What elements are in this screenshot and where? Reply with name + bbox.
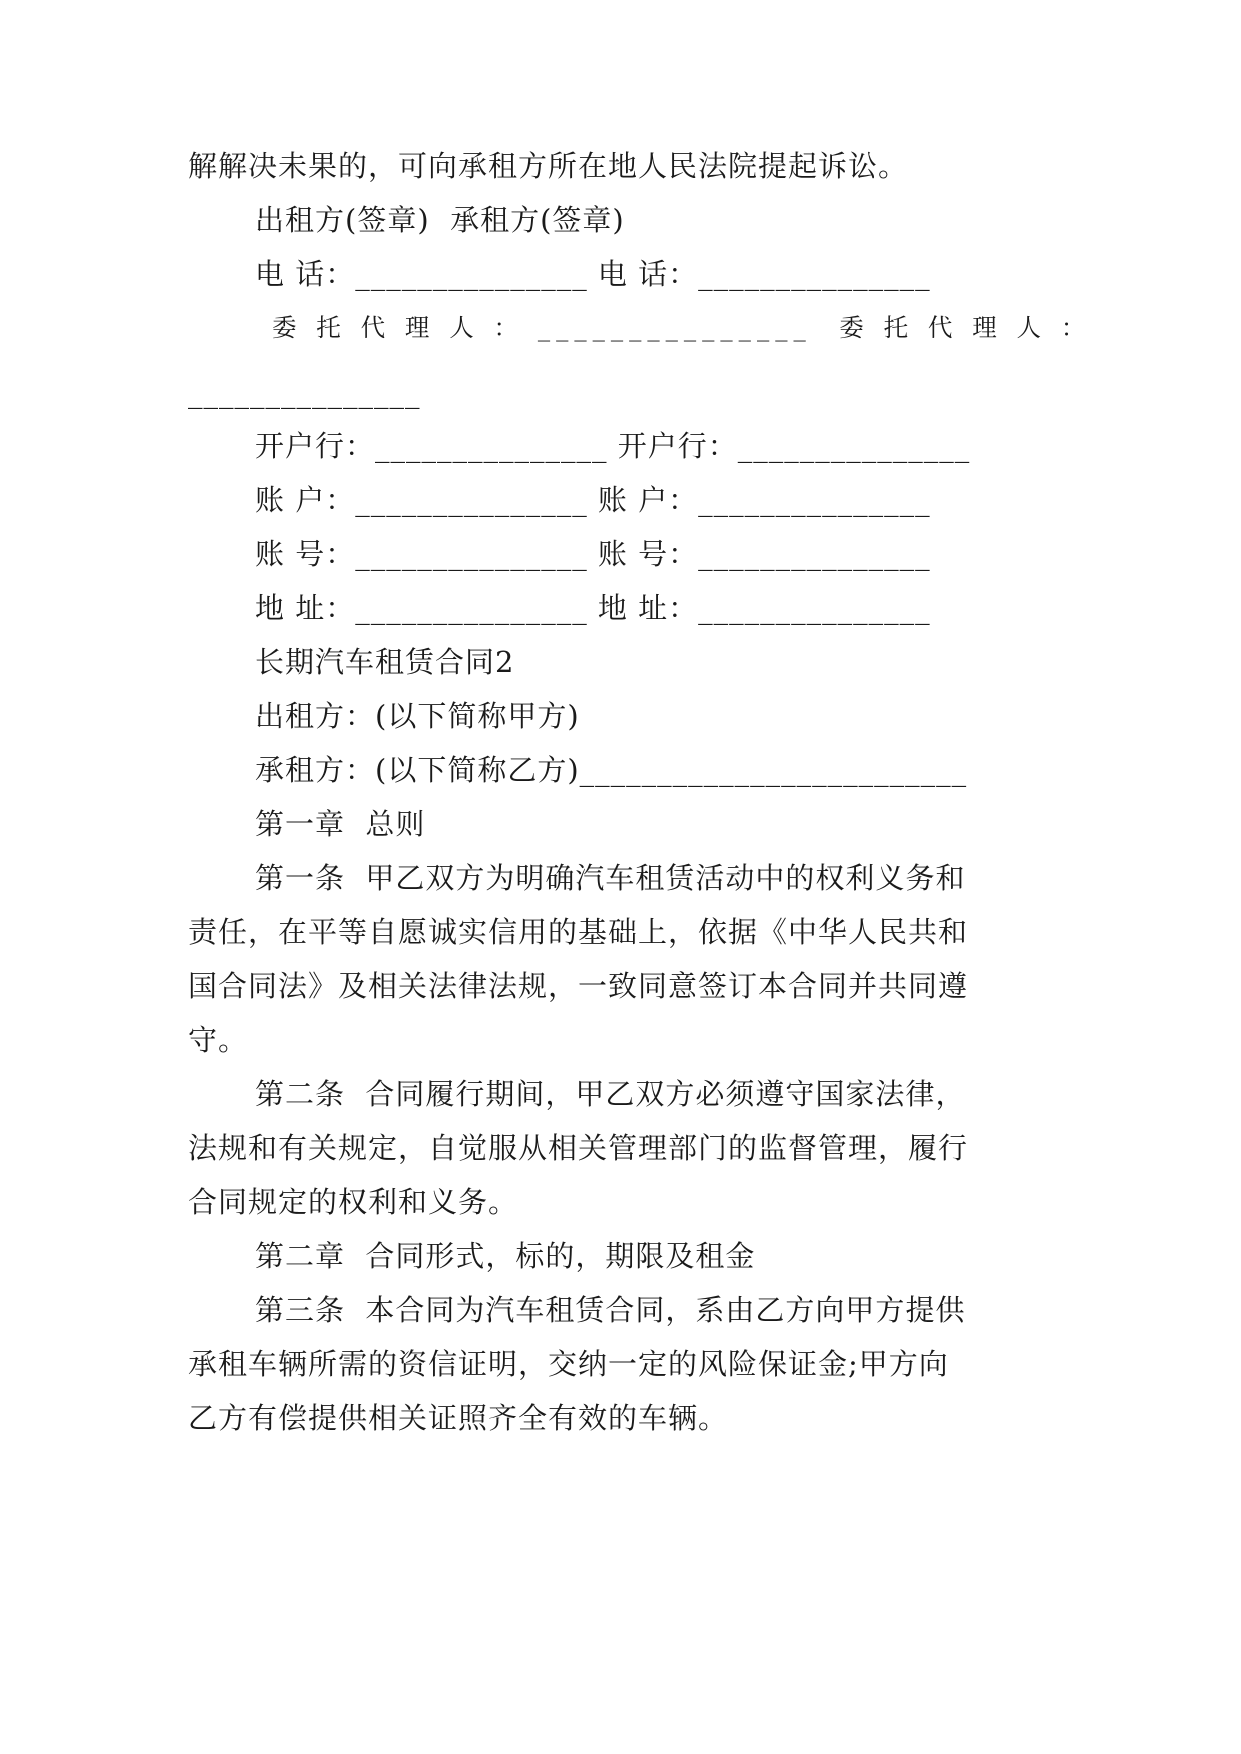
contract-title: 长期汽车租赁合同2: [255, 645, 515, 679]
article-line: 守。: [188, 1023, 249, 1057]
lessee-line: 承租方：(以下简称乙方)_________________________: [255, 753, 968, 787]
agent-fields: 委 托 代 理 人 ： _______________ 委 托 代 理 人 ：: [272, 313, 1092, 342]
account-number-fields: 账 号：_______________ 账 号：_______________: [255, 537, 931, 571]
article-line: 合同规定的权利和义务。: [188, 1185, 519, 1219]
text-line: 解解决未果的，可向承租方所在地人民法院提起诉讼。: [188, 149, 909, 183]
chapter-heading: 第一章 总则: [255, 807, 426, 841]
lessor-line: 出租方：(以下简称甲方): [255, 699, 580, 733]
signature-heading: 出租方(签章) 承租方(签章): [255, 203, 625, 237]
chapter-heading: 第二章 合同形式，标的，期限及租金: [255, 1239, 756, 1273]
bank-fields: 开户行：_______________ 开户行：_______________: [255, 429, 971, 463]
phone-fields: 电 话：_______________ 电 话：_______________: [255, 257, 931, 291]
article-line: 责任，在平等自愿诚实信用的基础上，依据《中华人民共和: [188, 915, 969, 949]
agent-field-blank: _______________: [188, 375, 421, 409]
article-line: 第三条 本合同为汽车租赁合同，系由乙方向甲方提供: [255, 1293, 966, 1327]
article-line: 第一条 甲乙双方为明确汽车租赁活动中的权利义务和: [255, 861, 966, 895]
article-line: 乙方有偿提供相关证照齐全有效的车辆。: [188, 1401, 729, 1435]
address-fields: 地 址：_______________ 地 址：_______________: [255, 591, 931, 625]
account-name-fields: 账 户：_______________ 账 户：_______________: [255, 483, 931, 517]
article-line: 第二条 合同履行期间，甲乙双方必须遵守国家法律，: [255, 1077, 966, 1111]
article-line: 国合同法》及相关法律法规，一致同意签订本合同并共同遵: [188, 969, 969, 1003]
article-line: 法规和有关规定，自觉服从相关管理部门的监督管理，履行: [188, 1131, 969, 1165]
article-line: 承租车辆所需的资信证明，交纳一定的风险保证金;甲方向: [188, 1347, 949, 1381]
